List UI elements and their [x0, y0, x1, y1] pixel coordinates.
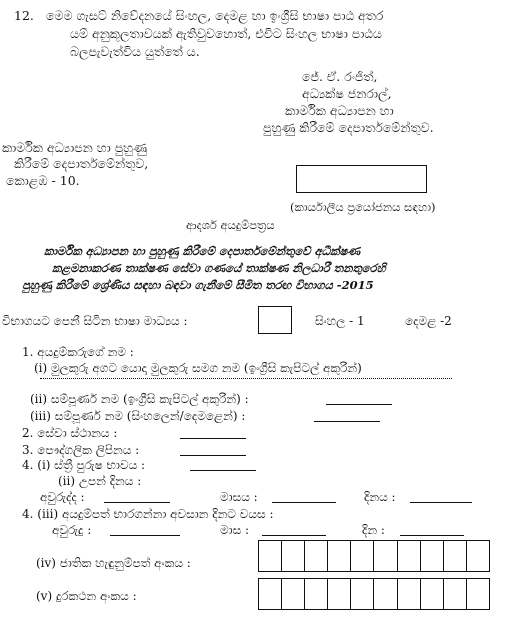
q3-label: 3. පෞද්ගලික ලිපිනය : [22, 443, 140, 457]
nic-input-grid[interactable] [258, 540, 490, 572]
nic-cell[interactable] [444, 541, 467, 571]
nic-cell[interactable] [374, 541, 397, 571]
q4-iii-label: 4. (iii) අයදුම්පත් භාරගන්නා අවසාන දිනට වයස : [22, 507, 274, 521]
notice-line-2: යම් අනුකූලතාවයක් ඇතිවුවහොත්, එවිට සිංහල භාෂා පාඨය [70, 26, 382, 41]
q1-label: 1. අයදුම්කරුගේ නම : [22, 345, 134, 359]
age-years-field[interactable] [110, 535, 180, 536]
medium-tamil: දෙමළ -2 [405, 314, 452, 328]
birth-month-field[interactable] [272, 502, 336, 503]
notice-line-1: මෙම ගැසට් නිවේදනයේ සිංහල, දෙමළ හා ඉංග්‍රීසි භාෂා පාඨ අතර [46, 8, 384, 23]
q1-iii-field[interactable] [314, 421, 380, 422]
phone-cell[interactable] [351, 579, 374, 609]
phone-cell[interactable] [398, 579, 421, 609]
signature-title: අධ්‍යක්ෂ ජනරාල්, [302, 86, 392, 101]
q1-i-field[interactable] [40, 378, 452, 379]
medium-sinhala: සිංහල - 1 [315, 314, 365, 328]
phone-cell[interactable] [282, 579, 305, 609]
form-title: ආදර්ශ අයදුම්පත්‍රය [186, 218, 275, 232]
phone-cell[interactable] [305, 579, 328, 609]
notice-line-3: බලපැවැත්විය යුත්තේ ය. [70, 44, 200, 59]
nic-cell[interactable] [328, 541, 351, 571]
q4-ii-label: (ii) උපන් දිනය : [58, 474, 142, 488]
q4-i-field[interactable] [190, 470, 256, 471]
birth-day-field[interactable] [410, 502, 472, 503]
birth-day-label: දිනය : [364, 490, 396, 504]
notice-number: 12. [14, 8, 34, 23]
signature-dept-2: පුහුණු කිරීමේ දෙපාර්තමේන්තුව. [263, 120, 434, 135]
phone-cell[interactable] [328, 579, 351, 609]
nic-cell[interactable] [467, 541, 489, 571]
q1-ii-label: (ii) සම්පූර්ණ නම (ඉංග්‍රීසි කැපිටල් අකුරින්) : [30, 392, 249, 406]
heading-line-1: කාර්මික අධ්‍යාපන හා පුහුණු කිරීමේ දෙපාර්තමේන්තුවේ අධීක්ෂණ [44, 244, 361, 258]
birth-year-label: අවුරුද්ද : [40, 490, 85, 504]
age-months-label: මාස : [220, 523, 250, 537]
heading-line-2: කළමනාකරණ තාක්ෂණ සේවා ගණයේ තාක්ෂණ නිලධාරී තනතුරෙහි [52, 261, 386, 275]
signature-dept-1: කාර්මික අධ්‍යාපන හා [285, 103, 394, 118]
office-use-box[interactable] [296, 165, 427, 193]
medium-code-box[interactable] [258, 306, 292, 334]
age-months-field[interactable] [262, 535, 326, 536]
phone-cell[interactable] [467, 579, 489, 609]
office-use-label: (කාර්යාලීය ප්‍රයෝජනය සඳහා) [290, 200, 436, 214]
q3-field[interactable] [180, 455, 246, 456]
address-line-3: කොළඹ - 10. [6, 173, 80, 188]
nic-cell[interactable] [305, 541, 328, 571]
nic-label: (iv) ජාතික හැඳුනුම්පත් අංකය : [36, 556, 191, 570]
heading-line-3: පුහුණු කිරීමේ ශ්‍රේණිය සඳහා බඳවා ගැනීමේ සීමිත තරඟ විභාගය -2015 [22, 278, 374, 292]
age-days-label: දින : [362, 523, 385, 537]
q4-i-label: 4. (i) ස්ත්‍රී පුරුෂ භාවය : [22, 458, 146, 472]
nic-cell[interactable] [282, 541, 305, 571]
phone-cell[interactable] [444, 579, 467, 609]
nic-cell[interactable] [259, 541, 282, 571]
birth-month-label: මාසය : [220, 490, 258, 504]
nic-cell[interactable] [398, 541, 421, 571]
nic-cell[interactable] [351, 541, 374, 571]
phone-label: (v) දුරකථන අංකය : [36, 589, 137, 603]
phone-cell[interactable] [259, 579, 282, 609]
q1-i-label: (i) මුලකුරු අගට යොදා මුලකුරු සමග නම (ඉංග්‍රීසි කැපිටල් අකුරින්) [34, 361, 362, 375]
phone-cell[interactable] [421, 579, 444, 609]
phone-input-grid[interactable] [258, 578, 490, 610]
address-line-1: කාර්මික අධ්‍යාපන හා පුහුණු [2, 140, 148, 155]
phone-cell[interactable] [374, 579, 397, 609]
birth-year-field[interactable] [104, 502, 170, 503]
nic-cell[interactable] [421, 541, 444, 571]
address-line-2: කිරීමේ දෙපාර්තමේන්තුව, [14, 156, 149, 171]
age-years-label: අවුරුදු : [52, 523, 92, 537]
q1-ii-field[interactable] [326, 404, 392, 405]
age-days-field[interactable] [400, 535, 464, 536]
q1-iii-label: (iii) සම්පූර්ණ නම (සිංහලෙන්/දෙමළෙන්) : [30, 409, 246, 423]
q2-field[interactable] [180, 438, 246, 439]
medium-label: විභාගයට පෙනී සිටින භාෂා මාධ්‍යය : [2, 314, 188, 328]
signature-name: ජේ. ඒ. රංජිත්, [302, 69, 378, 84]
q2-label: 2. සේවා ස්ථානය : [22, 426, 118, 440]
